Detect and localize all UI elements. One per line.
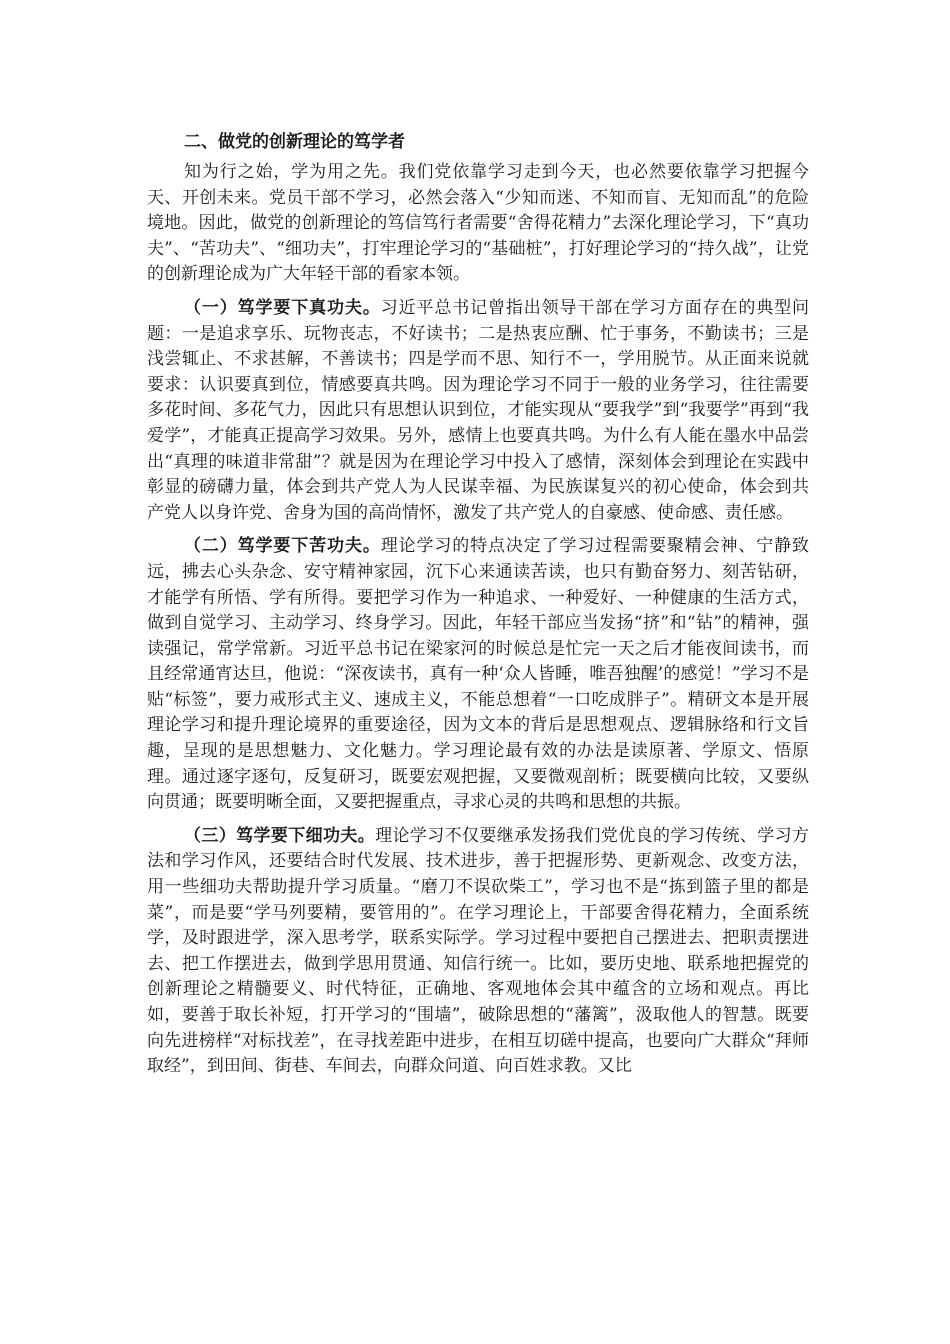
intro-paragraph: 知为行之始，学为用之先。我们党依靠学习走到今天，也必然要依靠学习把握今天、开创未来。党员干部不学习，必然会落入“少知而迷、不知而盲、无知而乱”的危险境地。因此，做党的创新理论的笃信笃行者需要“舍得花精力”去深化理论学习，下“真功夫”、“苦功夫”、“细功夫”，打牢理论学习的“基础桩”，打好理论学习的“持久战”，让党的创新理论成为广大年轻干部的看家本领。 [147, 162, 809, 285]
paragraph-lead: （三）笃学要下细功夫。 [184, 825, 376, 846]
paragraph-true-effort [147, 296, 809, 526]
document-body [147, 127, 809, 1088]
paragraph-hard-effort [147, 534, 809, 816]
section-heading: 二、做党的创新理论的笃学者 [184, 132, 405, 152]
paragraph-fine-effort [147, 824, 809, 1080]
paragraph-body: 理论学习的特点决定了学习过程需要聚精会神、宁静致远，拂去心头杂念、安守精神家园，沉下心来通读苦读，也只有勤奋努力、刻苦钻研，才能学有所悟、学有所得。要把学习作为一种追求、一种爱好、一种健康的生活方式，做到自觉学习、主动学习、终身学习。因此，年轻干部应当发扬“挤”和“钻”的精神，强读强记，常学常新。习近平总书记在梁家河的时候总是忙完一天之后才能夜间读书，而且经常通宵达旦，他说：“深夜读书，真有一种‘众人皆睡，唯吾独醒’的感觉！”学习不是贴“标签”，要力戒形式主义、速成主义，不能总想着“一口吃成胖子”。精研文本是开展理论学习和提升理论境界的重要途径，因为文本的背后是思想观点、逻辑脉络和行文旨趣，呈现的是思想魅力、文化魅力。学习理论最有效的办法是读原著、学原文、悟原理。通过逐字逐句，反复研习，既要宏观把握，又要微观剖析；既要横向比较，又要纵向贯通；既要明晰全面，又要把握重点，寻求心灵的共鸣和思想的共振。 [147, 536, 810, 813]
paragraph-lead: （一）笃学要下真功夫。 [184, 297, 381, 318]
paragraph-body: 理论学习不仅要继承发扬我们党优良的学习传统、学习方法和学习作风，还要结合时代发展、技术进步，善于把握形势、更新观念、改变方法，用一些细功夫帮助提升学习质量。“磨刀不误砍柴工”，学习也不是“拣到篮子里的都是菜”，而是要“学马列要精，要管用的”。在学习理论上，干部要舍得花精力，全面系统学，及时跟进学，深入思考学，联系实际学。学习过程中要把自己摆进去、把职责摆进去、把工作摆进去，做到学思用贯通、知信行统一。比如，要历史地、联系地把握党的创新理论之精髓要义、时代特征，正确地、客观地体会其中蕴含的立场和观点。再比如，要善于取长补短，打开学习的“围墙”，破除思想的“藩篱”，汲取他人的智慧。既要向先进榜样“对标找差”，在寻找差距中进步，在相互切磋中提高，也要向广大群众“拜师取经”，到田间、街巷、车间去，向群众问道、向百姓求教。又比 [147, 825, 810, 1077]
paragraph-body: 习近平总书记曾指出领导干部在学习方面存在的典型问题：一是追求享乐、玩物丧志，不好读书；二是热衷应酬、忙于事务，不勤读书；三是浅尝辄止、不求甚解，不善读书；四是学而不思、知行不一，学用脱节。从正面来说就要求：认识要真到位，情感要真共鸣。因为理论学习不同于一般的业务学习，往往需要多花时间、多花气力，因此只有思想认识到位，才能实现从“要我学”到“我要学”再到“我爱学”，才能真正提高学习效果。另外，感情上也要真共鸣。为什么有人能在墨水中品尝出“真理的味道非常甜”？就是因为在理论学习中投入了感情，深刻体会到理论在实践中彰显的磅礴力量，体会到共产党人为人民谋幸福、为民族谋复兴的初心使命，体会到共产党人以身许党、舍身为国的高尚情怀，激发了共产党人的自豪感、使命感、责任感。 [147, 297, 810, 523]
paragraph-lead: （二）笃学要下苦功夫。 [184, 536, 381, 557]
